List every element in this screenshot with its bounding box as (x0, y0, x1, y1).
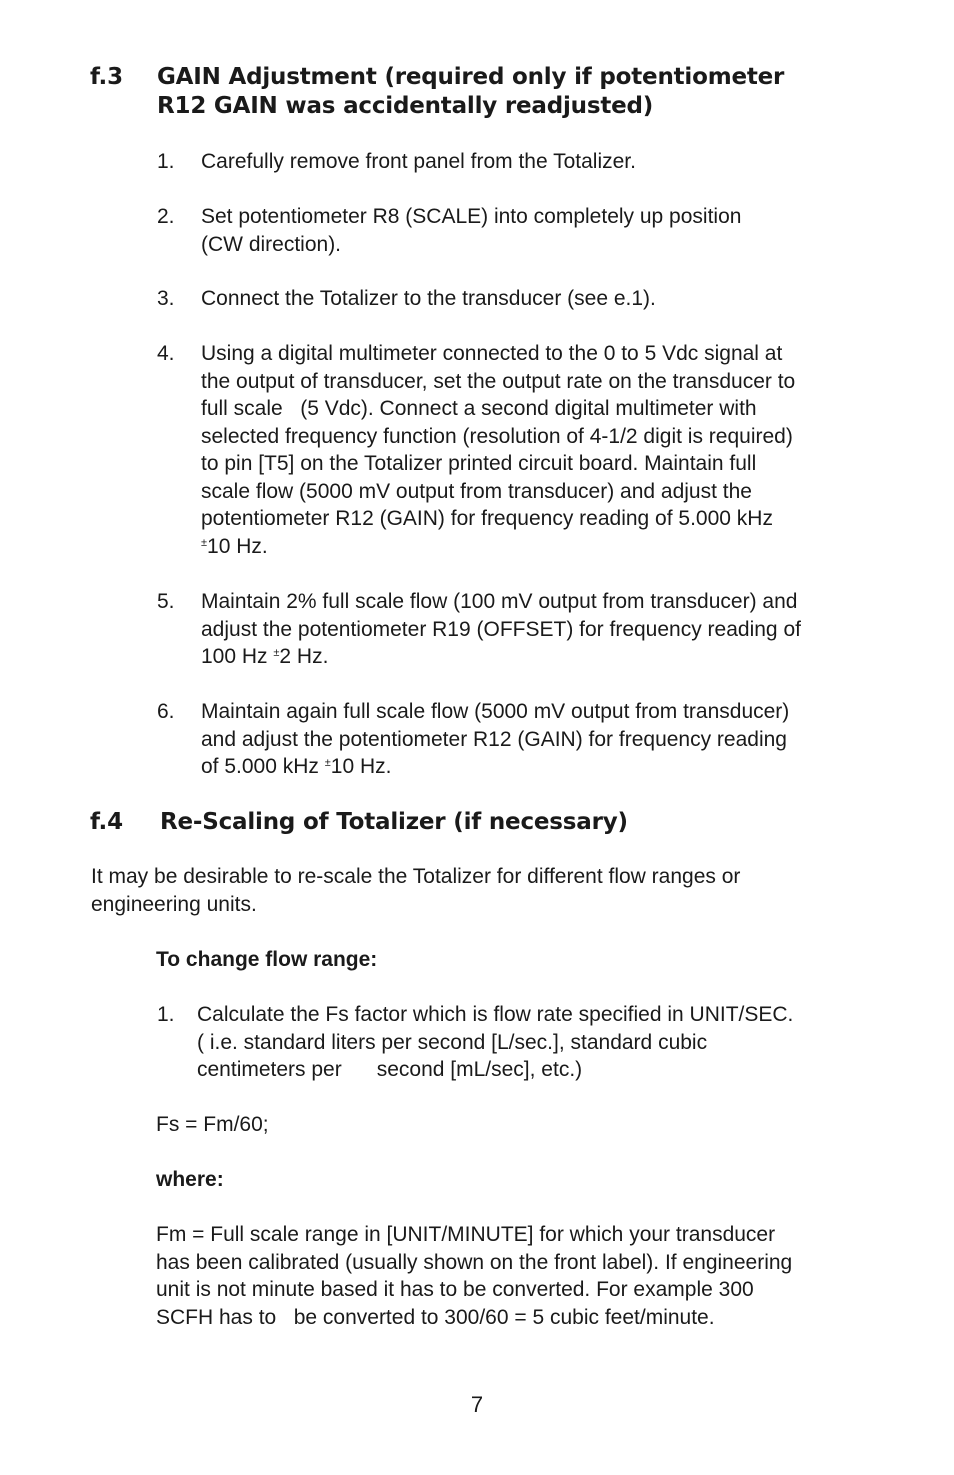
step-line: Carefully remove front panel from the Totalizer. (201, 150, 636, 173)
step-line: to pin [T5] on the Totalizer printed circuit board. Maintain full (201, 452, 757, 475)
step-line: (CW direction). (201, 232, 342, 256)
formula: Fs = Fm/60; (156, 1113, 269, 1136)
step-line (201, 753, 881, 785)
step-line: Using a digital multimeter connected to the 0 to 5 Vdc signal at (201, 342, 783, 365)
step-number: 4. (157, 342, 175, 365)
subheading-change-flow-range: To change flow range: (156, 948, 378, 971)
step-line: Connect the Totalizer to the transducer (see e.1). (201, 287, 656, 310)
step-number: 6. (157, 700, 175, 723)
tolerance-prefix: of 5.000 kHz (201, 755, 325, 778)
section-heading-f3 (90, 63, 890, 123)
tolerance-text: 2 Hz. (279, 645, 329, 668)
tolerance-text: 10 Hz. (207, 534, 268, 558)
section-number: f.3 (90, 64, 123, 90)
paragraph-line: It may be desirable to re-scale the Totalizer for different flow ranges or (91, 865, 741, 888)
step-line: and adjust the potentiometer R12 (GAIN) for frequency reading (201, 727, 787, 751)
tolerance-text: 10 Hz. (330, 755, 392, 778)
section-title: Re-Scaling of Totalizer (if necessary) (160, 809, 628, 835)
step-line: selected frequency function (resolution of 4-1/2 digit is required) (201, 424, 793, 448)
step-line: the output of transducer, set the output rate on the transducer to (201, 369, 796, 393)
step-line: ( i.e. standard liters per second [L/sec.], standard cubic (197, 1030, 708, 1054)
plus-minus-symbol: ± (273, 647, 280, 659)
step-number: 5. (157, 590, 175, 613)
step-text (201, 148, 881, 176)
step-number: 1. (157, 150, 175, 173)
plus-minus-symbol: ± (324, 757, 331, 769)
step-text (201, 698, 881, 785)
paragraph-line: has been calibrated (usually shown on the front label). If engineering (156, 1250, 793, 1274)
paragraph-line: Fm = Full scale range in [UNIT/MINUTE] for which your transducer (156, 1223, 776, 1246)
step-line (201, 533, 881, 565)
step-line: adjust the potentiometer R19 (OFFSET) for frequency reading of (201, 617, 801, 641)
paragraph-line: SCFH has to be converted to 300/60 = 5 cubic feet/minute. (156, 1305, 715, 1329)
section-title-line1: GAIN Adjustment (required only if potentiometer (157, 64, 785, 90)
step-line: full scale (5 Vdc). Connect a second digital multimeter with (201, 397, 757, 420)
section-heading-f4 (90, 808, 890, 838)
step-line: Maintain again full scale flow (5000 mV output from transducer) (201, 700, 790, 723)
plus-minus-symbol: ± (201, 536, 208, 549)
page-number: 7 (470, 1392, 484, 1417)
step-number: 2. (157, 205, 175, 228)
tolerance-prefix: 100 Hz (201, 645, 274, 668)
step-number: 3. (157, 287, 175, 310)
step-line: Calculate the Fs factor which is flow rate specified in UNIT/SEC. (197, 1003, 794, 1026)
step-text (201, 588, 881, 675)
section-number: f.4 (90, 809, 123, 835)
step-line: potentiometer R12 (GAIN) for frequency reading of 5.000 kHz (201, 507, 773, 530)
step-line: scale flow (5000 mV output from transducer) and adjust the (201, 479, 752, 503)
step-text (197, 1001, 877, 1084)
step-text (201, 340, 881, 564)
step-line: Maintain 2% full scale flow (100 mV output from transducer) and (201, 590, 798, 613)
paragraph-line: unit is not minute based it has to be converted. For example 300 (156, 1278, 754, 1301)
intro-paragraph (91, 863, 891, 918)
where-label: where: (156, 1168, 224, 1191)
paragraph-line: engineering units. (91, 892, 257, 916)
section-title-line2: R12 GAIN was accidentally readjusted) (157, 93, 654, 119)
step-text (201, 203, 881, 258)
step-line: centimeters per second [mL/sec], etc.) (197, 1058, 583, 1081)
step-line: Set potentiometer R8 (SCALE) into completely up position (201, 205, 742, 228)
step-line (201, 643, 881, 675)
step-text (201, 285, 881, 313)
definition-paragraph (156, 1221, 896, 1331)
step-number: 1. (157, 1003, 175, 1026)
